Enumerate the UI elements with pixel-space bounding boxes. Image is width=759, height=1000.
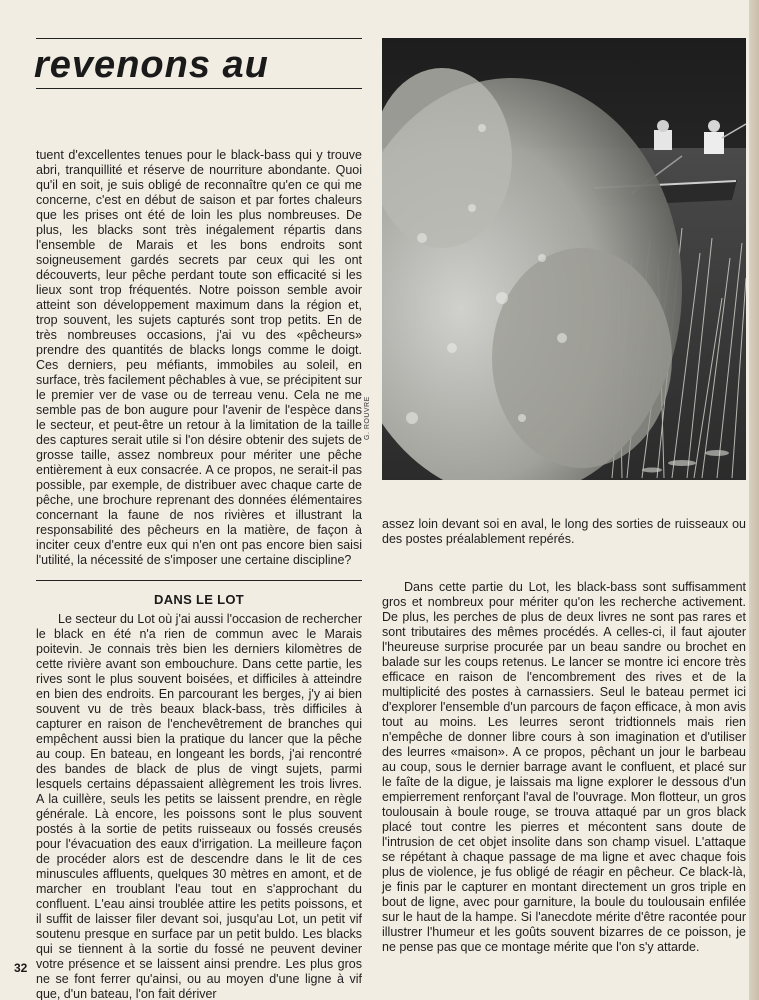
right-column-bottom	[382, 580, 746, 955]
section-heading: DANS LE LOT	[154, 592, 244, 607]
title-top-rule	[36, 38, 362, 39]
lake-photo	[382, 38, 746, 480]
photo-credit: G. ROUVRE	[364, 396, 371, 440]
lot-paragraph-left: Le secteur du Lot où j'ai aussi l'occasion de rechercher le black en été n'a rien de commun avec le Marais poitevin. Je connais très bien les derniers kilomètres de cette rivière avant son embouchure. Dans cette partie, les rives sont le plus souvent boisées, et difficiles à atteindre en bien des endroits. En parcourant les berges, j'y ai bien souvent vu de très beaux black-bass, très difficiles à capturer en raison de l'enchevêtrement de branches qui empêchent aussi bien la pratique du lancer que la pêche au coup. En bateau, en longeant les bords, j'ai rencontré des bandes de black de plus de vingt sujets, parmi lesquels certains dépassaient allègrement les trois livres. A la cuillère, seuls les petits se laissent prendre, en règle générale. Là encore, les poissons sont le plus souvent postés à la sortie de petits ruisseaux ou fossés creusés pour l'évacuation des eaux d'irrigation. La meilleure façon de procéder alors est de descendre dans le lit de ces minuscules affluents, quelques 30 mètres en amont, et de marcher en troublant l'eau tout en s'approchant du confluent. L'eau ainsi troublée attire les petits poissons, et il suffit de laisser filer devant soi, jusqu'au Lot, un petit vif soutenu presque en surface par un petit buldo. Les blacks qui se tiennent à la sortie du fossé ne peuvent deviner votre présence et se laissent ainsi prendre. Les plus gros ne se font ferrer qu'ainsi, ou au moyen d'une ligne à vif que, d'un bateau, l'on fait dériver	[36, 612, 362, 1000]
lot-paragraph-right: Dans cette partie du Lot, les black-bass sont suffisamment gros et nombreux pour mériter qu'on les recherche activement. De plus, les perches de plus de deux livres ne sont pas rares et sont tributaires des mêmes procédés. A celles-ci, il faut ajouter l'heureuse surprise procurée par un beau sandre ou brochet en balade sur les coups retenus. Le lancer se montre ici encore très efficace en raison de l'encombrement des rives et de la multiplicité des postes à carnassiers. Seul le bateau permet ici d'explorer l'ensemble d'un parcours de façon efficace, à mon avis tout au moins. Les leurres seront tridtionnels mais rien n'empêche de donner libre cours à son imagination et d'utiliser des leurres «maison». A ce propos, pêchant un jour le barbeau au coup, sous le dernier barrage avant le confluent, et placé sur le faîte de la digue, je laissais ma ligne explorer le dessous d'un empierrement renforçant l'aval de l'ouvrage. Mon flotteur, un gros toulousain à boule rouge, se trouva attaqué par un gros black placé tout contre les pierres et mécontent sans doute de l'intrusion de cet objet insolite dans son champ visuel. L'attaque se répétant à chaque passage de ma ligne et avec chaque fois plus de violence, je fus obligé de réagir en pêcheur. Ce black-là, je finis par le capturer en montant directement un gros triple en bout de ligne, avec pour garniture, la boule du toulousain enfilée sur le haut de la hampe. Si l'anecdote mérite d'être racontée pour illustrer l'humeur et les goûts souvent bizarres de ce poisson, je ne pense pas que ce montage mérite que l'on s'y attarde.	[382, 580, 746, 954]
right-top-paragraph: assez loin devant soi en aval, le long des sorties de ruisseaux ou des postes préalablement repérés.	[382, 517, 746, 546]
page-edge	[749, 0, 759, 1000]
section-rule	[36, 580, 362, 581]
intro-paragraph: tuent d'excellentes tenues pour le black-bass qui y trouve abri, tranquillité et réserve de nourriture abondante. Quoi qu'il en soit, je suis obligé de reconnaître qu'en ce qui me concerne, c'est en début de saison et par fortes chaleurs que les prises ont été de loin les plus nombreuses. De plus, les blacks sont très inégalement répartis dans l'ensemble de Marais et les bons endroits sont soigneusement gardés secrets par ceux qui les ont découverts, leur pêche perdant toute son efficacité si les lieux sont trop fréquentés. Notre poisson semble avoir atteint son développement maximum dans la région et, trop souvent, les sujets capturés sont trop petits. En de très nombreuses occasions, j'ai vu des «pêcheurs» prendre des quantités de blacks longs comme le doigt. Ces derniers, peu méfiants, immobiles au soleil, en surface, très facilement pêchables à vue, se précipitent sur le premier ver de vase ou de terreau venu. Cela ne me semble pas de bon augure pour l'avenir de l'espèce dans le secteur, et peut-être un retour à la limitation de la taille des captures serait utile si l'on désire obtenir des sujets de grosse taille, assez nombreux pour mériter une pêche entièrement à eux consacrée. A ce propos, ne serait-il pas possible, par exemple, de distribuer avec chaque carte de pêche, une brochure reprenant des données élémentaires concernant la faune de nos rivières et illustrant la responsabilité des pêcheurs en la matière, de façon à inciter ceux d'entre eux qui n'en ont pas encore bien saisi l'utilité, la nécessité de s'imposer une certaine discipline?	[36, 148, 362, 567]
left-column-bottom	[36, 612, 362, 1000]
article-title: revenons au	[34, 44, 269, 86]
lake-photo-illustration	[382, 38, 746, 480]
right-column-top	[382, 517, 746, 547]
title-bottom-rule	[36, 88, 362, 89]
left-column-top	[36, 148, 362, 568]
page-number: 32	[14, 961, 28, 975]
